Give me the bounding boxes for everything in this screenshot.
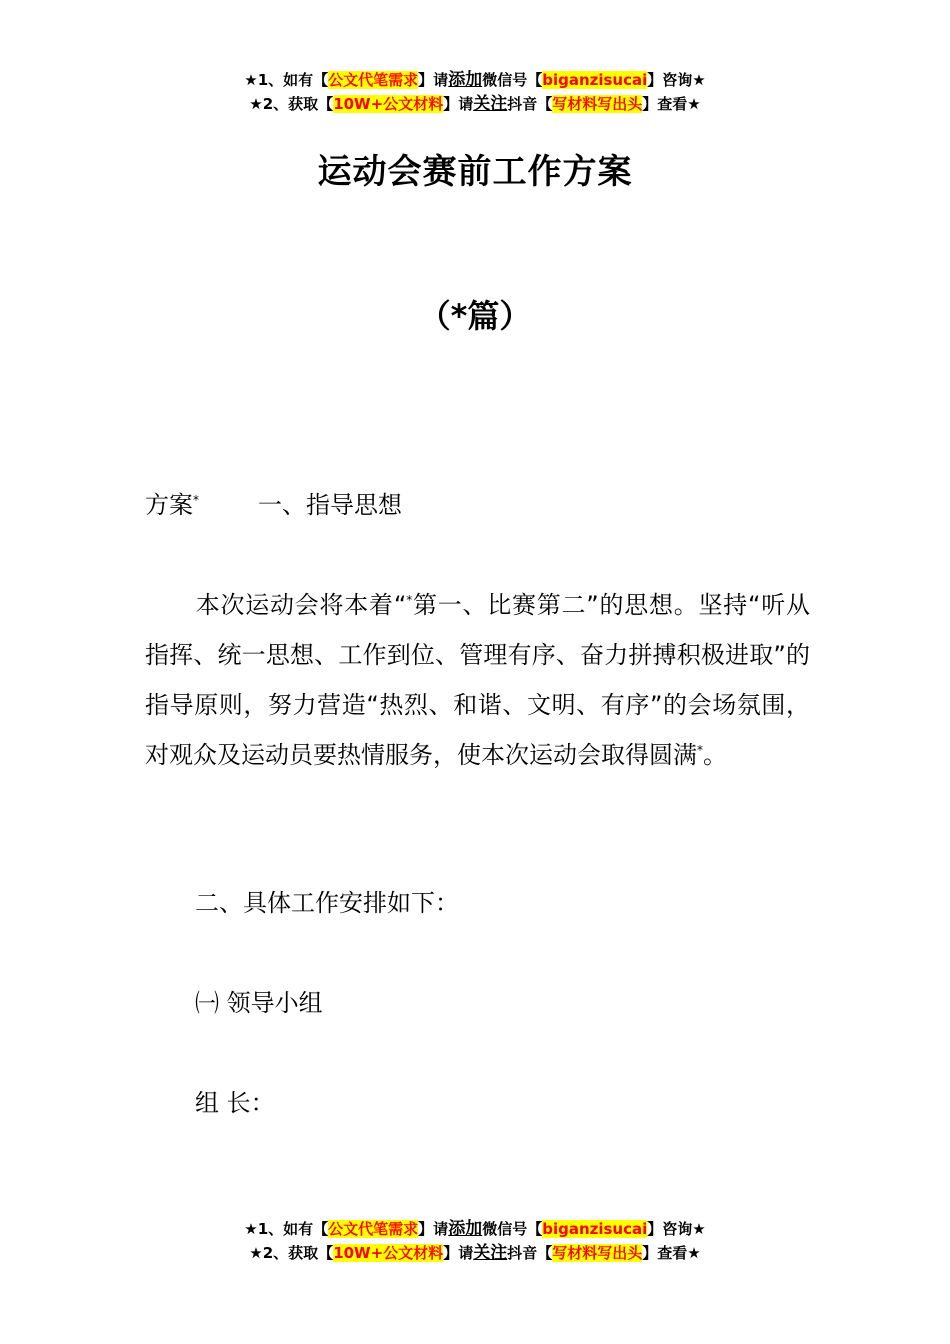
banner-text: ★1、如有【 [244, 71, 329, 89]
banner-highlight: 10W+公文材料 [333, 1244, 444, 1262]
banner-text: ★2、获取【 [249, 1244, 334, 1262]
document-title: 运动会赛前工作方案 [317, 152, 633, 192]
plan-label-mark: * [193, 493, 199, 507]
banner-text: 】查看★ [642, 95, 701, 113]
banner-text: ★1、如有【 [244, 1220, 329, 1238]
banner-line-2 [0, 1241, 950, 1265]
banner-emphasis: 关注 [473, 94, 508, 114]
banner-text: 抖音【 [507, 1244, 553, 1262]
banner-emphasis: 添加 [448, 1219, 483, 1239]
banner-line-2 [0, 92, 950, 116]
banner-text: 微信号【 [482, 71, 543, 89]
section-heading-2: 二、具体工作安排如下： [195, 889, 459, 917]
banner-emphasis: 关注 [473, 1243, 508, 1263]
banner-text: 】请 [418, 71, 449, 89]
paragraph-text: 第一、比赛第二”的思想。坚持“听从指挥、统一思想、工作到位、管理有序、奋力拼搏积极进取”的指导原则，努力营造“热烈、和谐、文明、有序”的会场氛围，对观众及运动员要热情服务，使本次运动会取得圆满 [145, 591, 810, 769]
banner-text: 】查看★ [642, 1244, 701, 1262]
banner-douyin-id: 写材料写出头 [552, 1244, 643, 1262]
bottom-banner [0, 1217, 950, 1265]
banner-text: 】请 [443, 1244, 474, 1262]
banner-text: 】请 [418, 1220, 449, 1238]
document-subtitle: （*篇） [418, 297, 532, 335]
subsection-heading-1: ㈠ 领导小组 [195, 989, 323, 1017]
plan-label [145, 480, 199, 530]
paragraph-end: 。 [703, 741, 727, 769]
banner-text: ★2、获取【 [249, 95, 334, 113]
banner-highlight: 公文代笔需求 [328, 71, 419, 89]
banner-wechat-id: biganzisucai [542, 71, 648, 89]
guiding-paragraph [145, 580, 810, 780]
banner-text: 微信号【 [482, 1220, 543, 1238]
banner-text: 抖音【 [507, 95, 553, 113]
paragraph-text: 本次运动会将本着“ [195, 591, 407, 619]
banner-line-1 [0, 1217, 950, 1241]
top-banner [0, 68, 950, 116]
paragraph-mark: * [697, 743, 703, 757]
plan-label-text: 方案 [145, 491, 193, 519]
banner-highlight: 10W+公文材料 [333, 95, 444, 113]
banner-douyin-id: 写材料写出头 [552, 95, 643, 113]
banner-line-1 [0, 68, 950, 92]
banner-highlight: 公文代笔需求 [328, 1220, 419, 1238]
banner-text: 】咨询★ [647, 1220, 706, 1238]
banner-text: 】请 [443, 95, 474, 113]
banner-wechat-id: biganzisucai [542, 1220, 648, 1238]
leader-label: 组 长： [195, 1089, 275, 1117]
section-heading-1: 一、指导思想 [258, 491, 402, 519]
banner-emphasis: 添加 [448, 70, 483, 90]
banner-text: 】咨询★ [647, 71, 706, 89]
paragraph-mark: * [406, 593, 413, 607]
